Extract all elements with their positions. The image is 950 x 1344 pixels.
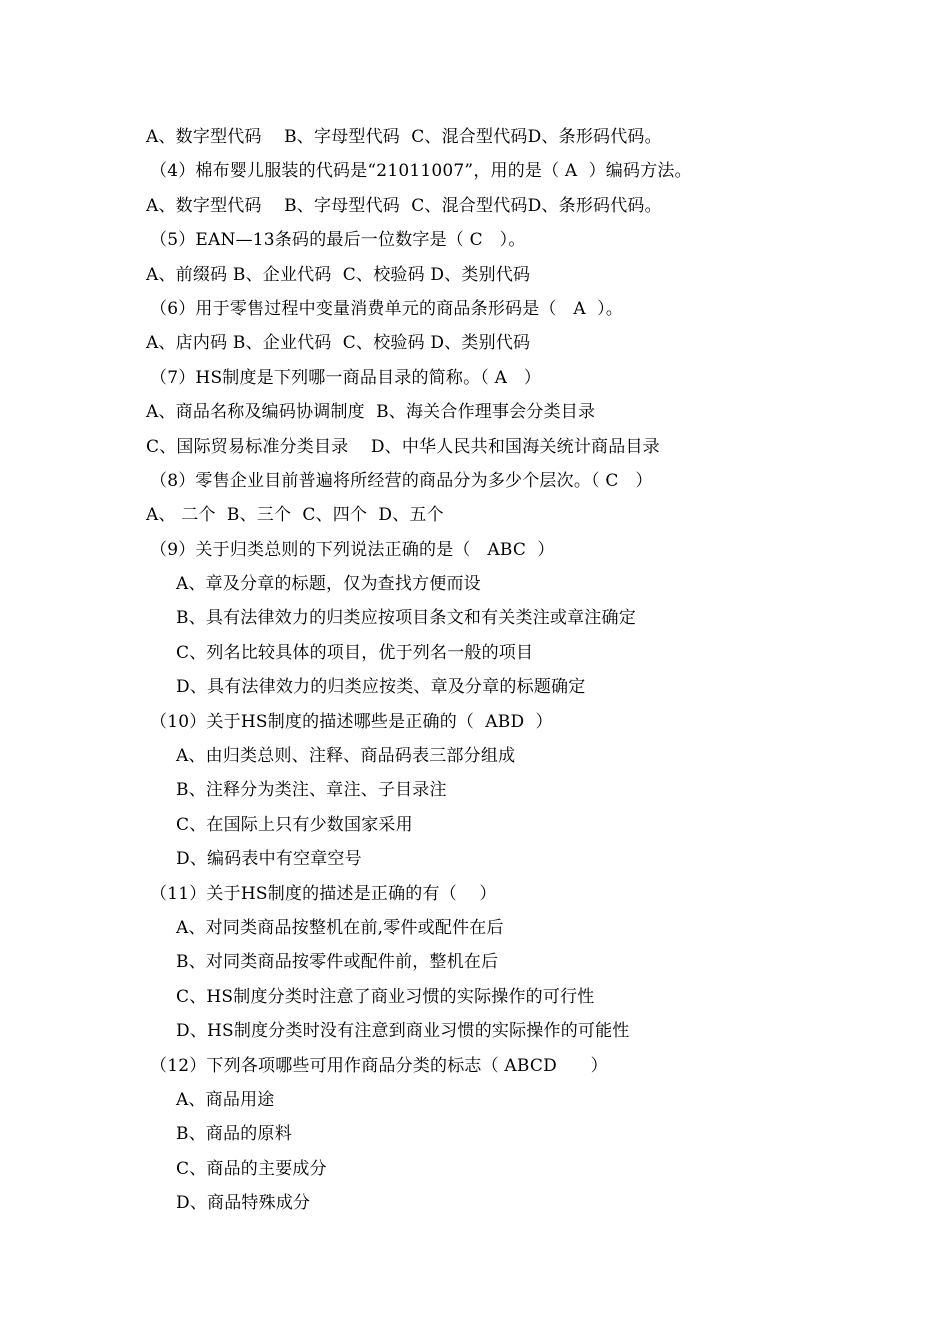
indented-option-line: C、HS制度分类时注意了商业习惯的实际操作的可行性 xyxy=(176,986,595,1007)
indented-option-line: B、注释分为类注、章注、子目录注 xyxy=(176,780,447,801)
option-line: A、前缀码 B、企业代码 C、校验码 D、类别代码 xyxy=(146,264,531,285)
question-line: （8）零售企业目前普遍将所经营的商品分为多少个层次。（ C ） xyxy=(150,470,653,491)
question-line: （7）HS制度是下列哪一商品目录的简称。（ A ） xyxy=(150,367,542,388)
indented-option-line: C、列名比较具体的项目，优于列名一般的项目 xyxy=(176,642,534,663)
option-line: A、数字型代码 B、字母型代码 C、混合型代码D、条形码代码。 xyxy=(146,195,662,216)
indented-option-line: A、商品用途 xyxy=(176,1089,275,1110)
option-line: A、店内码 B、企业代码 C、校验码 D、类别代码 xyxy=(146,333,531,354)
indented-option-line: D、商品特殊成分 xyxy=(176,1193,311,1214)
indented-option-line: D、HS制度分类时没有注意到商业习惯的实际操作的可能性 xyxy=(176,1021,630,1042)
option-line: C、国际贸易标准分类目录 D、中华人民共和国海关统计商品目录 xyxy=(146,436,660,457)
indented-option-line: B、具有法律效力的归类应按项目条文和有关类注或章注确定 xyxy=(176,608,636,629)
question-line: （4）棉布婴儿服装的代码是“21011007”，用的是（ A ）编码方法。 xyxy=(150,161,692,182)
question-line: （9）关于归类总则的下列说法正确的是（ ABC ） xyxy=(150,539,555,560)
indented-option-line: B、商品的原料 xyxy=(176,1124,292,1145)
indented-option-line: C、在国际上只有少数国家采用 xyxy=(176,814,413,835)
indented-option-line: D、编码表中有空章空号 xyxy=(176,849,362,870)
indented-option-line: D、具有法律效力的归类应按类、章及分章的标题确定 xyxy=(176,677,586,698)
question-line: （11）关于HS制度的描述是正确的有（ ） xyxy=(150,883,497,904)
indented-option-line: A、对同类商品按整机在前,零件或配件在后 xyxy=(176,917,504,938)
option-line: A、 二个 B、三个 C、四个 D、五个 xyxy=(146,505,444,526)
question-line: （12）下列各项哪些可用作商品分类的标志（ ABCD ） xyxy=(150,1055,608,1076)
indented-option-line: A、由归类总则、注释、商品码表三部分组成 xyxy=(176,746,516,767)
question-line: （5）EAN—13条码的最后一位数字是（ C ）。 xyxy=(150,230,526,251)
option-line: A、商品名称及编码协调制度 B、海关合作理事会分类目录 xyxy=(146,402,596,423)
indented-option-line: A、章及分章的标题，仅为查找方便而设 xyxy=(176,574,481,595)
indented-option-line: B、对同类商品按零件或配件前，整机在后 xyxy=(176,952,499,973)
option-line: A、数字型代码 B、字母型代码 C、混合型代码D、条形码代码。 xyxy=(146,127,662,147)
question-line: （6）用于零售过程中变量消费单元的商品条形码是（ A ）。 xyxy=(150,298,624,319)
question-list xyxy=(146,124,936,1225)
question-line: （10）关于HS制度的描述哪些是正确的（ ABD ） xyxy=(150,711,553,732)
indented-option-line: C、商品的主要成分 xyxy=(176,1158,327,1179)
